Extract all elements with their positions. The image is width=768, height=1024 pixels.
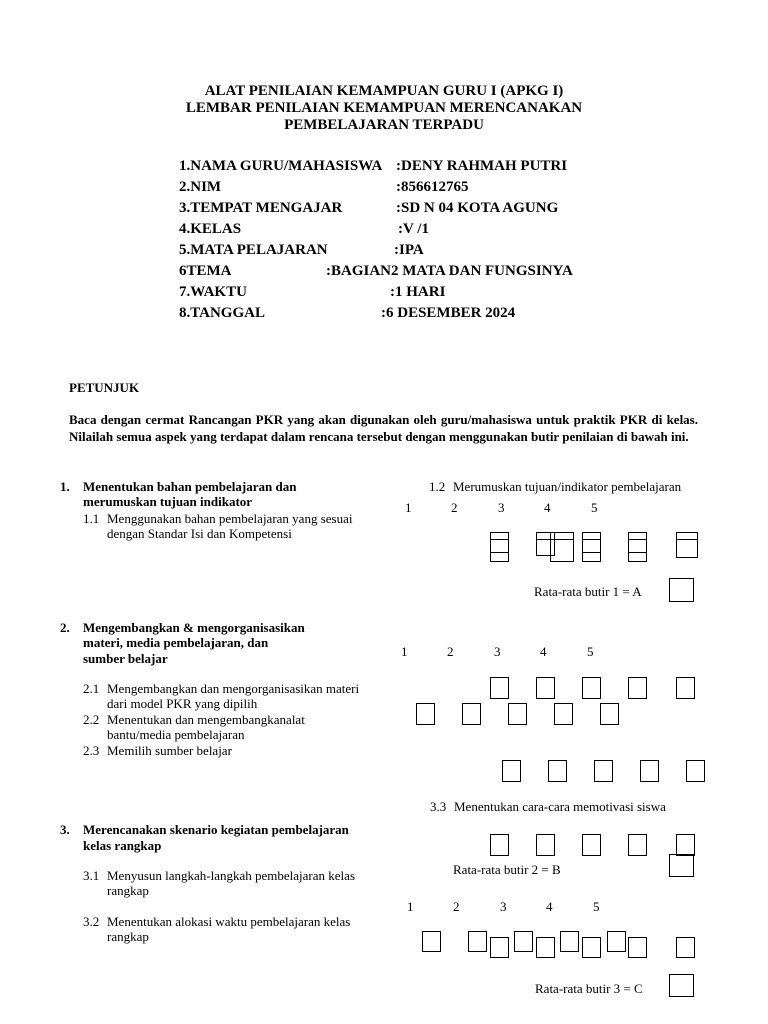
score-box-3-1-4[interactable] <box>560 931 579 952</box>
item-1-1-number: 1.1 <box>83 511 100 526</box>
field-label-nim: 2.NIM <box>179 179 222 195</box>
score-box-3-3-4[interactable] <box>628 834 647 856</box>
scale-label: 1 <box>401 644 408 659</box>
field-label-tanggal: 8.TANGGAL <box>179 305 265 321</box>
item-1-2-number: 1.2 <box>429 479 446 494</box>
item-2-1-text-line2: dari model PKR yang dipilih <box>107 696 258 711</box>
score-box-3-2-2[interactable] <box>536 937 555 958</box>
item-2-3-number: 2.3 <box>83 743 100 758</box>
item-1-2-text: Merumuskan tujuan/indikator pembelajaran <box>453 479 682 494</box>
score-box-3-1-2[interactable] <box>468 931 487 952</box>
score-box-3-3-3[interactable] <box>582 834 601 856</box>
scale-label: 3 <box>498 500 505 515</box>
score-box-2-1-1[interactable] <box>490 677 509 699</box>
doc-title-line3: PEMBELAJARAN TERPADU <box>284 117 484 133</box>
score-box-2-2-2[interactable] <box>462 703 481 725</box>
section2-title-line2: materi, media pembelajaran, dan <box>83 635 269 650</box>
scale-label: 4 <box>546 899 553 914</box>
section1-title-line2: merumuskan tujuan indikator <box>83 494 253 509</box>
score-box-2-1-3[interactable] <box>582 677 601 699</box>
item-3-1-number: 3.1 <box>83 868 100 883</box>
score-box-1-4[interactable] <box>628 532 647 562</box>
section3-number: 3. <box>60 822 70 837</box>
item-2-2-text-line1: Menentukan dan mengembangkanalat <box>107 712 305 727</box>
score-box-2-1-4[interactable] <box>628 677 647 699</box>
score-box-2-1-5[interactable] <box>676 677 695 699</box>
section3-title-line2: kelas rangkap <box>83 838 162 853</box>
score-box-1-5[interactable] <box>676 532 698 558</box>
score-box-2-3-3[interactable] <box>594 760 613 782</box>
doc-title-line2: LEMBAR PENILAIAN KEMAMPUAN MERENCANAKAN <box>185 100 583 116</box>
field-value-kelas: :V /1 <box>398 221 429 237</box>
scale-label: 3 <box>494 644 501 659</box>
score-box-1-2b[interactable] <box>550 532 574 562</box>
field-label-kelas: 4.KELAS <box>179 221 242 237</box>
scale-label: 1 <box>405 500 412 515</box>
field-label-mapel: 5.MATA PELAJARAN <box>179 242 328 258</box>
box-divider <box>582 552 601 553</box>
score-box-3-1-1[interactable] <box>422 931 441 952</box>
scale-label: 4 <box>544 500 551 515</box>
item-3-2-text-line1: Menentukan alokasi waktu pembelajaran kelas <box>107 914 351 929</box>
scale-label: 2 <box>451 500 458 515</box>
score-box-3-1-5[interactable] <box>607 931 626 952</box>
item-2-1-text-line1: Mengembangkan dan mengorganisasikan materi <box>107 681 360 696</box>
box-divider <box>628 539 647 540</box>
petunjuk-text: Baca dengan cermat Rancangan PKR yang akan digunakan oleh guru/mahasiswa untuk praktik PKR di kelas. Nilailah semua aspek yang terdapat dalam rencana tersebut dengan menggunakan butir penilaian di bawah ini. <box>69 412 698 444</box>
average-3-box[interactable] <box>669 974 694 997</box>
average-2-label: Rata-rata butir 2 = B <box>453 862 561 877</box>
item-2-3-text: Memilih sumber belajar <box>107 743 232 758</box>
field-value-tema: :BAGIAN2 MATA DAN FUNGSINYA <box>326 263 573 279</box>
box-divider <box>582 539 601 540</box>
scale-label: 2 <box>453 899 460 914</box>
scale-label: 4 <box>540 644 547 659</box>
field-value-mapel: :IPA <box>394 242 424 258</box>
field-value-tempat: :SD N 04 KOTA AGUNG <box>396 200 559 216</box>
score-box-1-3[interactable] <box>582 532 601 562</box>
section3-title-line1: Merencanakan skenario kegiatan pembelajaran <box>83 822 349 837</box>
field-value-nim: :856612765 <box>396 179 469 195</box>
box-divider <box>628 552 647 553</box>
score-box-2-3-2[interactable] <box>548 760 567 782</box>
scale-label: 5 <box>591 500 598 515</box>
section2-title-line3: sumber belajar <box>83 651 168 666</box>
average-1-label: Rata-rata butir 1 = A <box>534 584 642 599</box>
item-1-1-text-line2: dengan Standar Isi dan Kompetensi <box>107 526 292 541</box>
average-3-label: Rata-rata butir 3 = C <box>535 981 643 996</box>
score-box-1-1[interactable] <box>490 532 509 562</box>
scale-label: 5 <box>593 899 600 914</box>
item-2-1-number: 2.1 <box>83 681 100 696</box>
box-divider <box>490 539 509 540</box>
item-3-3-text: Menentukan cara-cara memotivasi siswa <box>454 799 666 814</box>
score-box-3-3-2[interactable] <box>536 834 555 856</box>
item-3-2-text-line2: rangkap <box>107 929 149 944</box>
item-2-2-number: 2.2 <box>83 712 100 727</box>
score-box-3-1-3[interactable] <box>514 931 533 952</box>
score-box-2-2-5[interactable] <box>600 703 619 725</box>
item-3-1-text-line1: Menyusun langkah-langkah pembelajaran kelas <box>107 868 355 883</box>
field-value-waktu: :1 HARI <box>390 284 446 300</box>
score-box-3-2-1[interactable] <box>490 937 509 958</box>
score-box-3-2-5[interactable] <box>676 937 695 958</box>
average-1-box[interactable] <box>669 578 694 602</box>
scale-label: 1 <box>407 899 414 914</box>
field-value-tanggal: :6 DESEMBER 2024 <box>381 305 516 321</box>
item-3-3-number: 3.3 <box>430 799 447 814</box>
field-label-nama: 1.NAMA GURU/MAHASISWA <box>179 158 383 174</box>
score-box-2-2-3[interactable] <box>508 703 527 725</box>
score-box-2-3-1[interactable] <box>502 760 521 782</box>
item-3-2-number: 3.2 <box>83 914 100 929</box>
scale-label: 5 <box>587 644 594 659</box>
section2-title-line1: Mengembangkan & mengorganisasikan <box>83 620 305 635</box>
score-box-3-2-3[interactable] <box>582 937 601 958</box>
field-label-tema: 6TEMA <box>179 263 232 279</box>
item-2-2-text-line2: bantu/media pembelajaran <box>107 727 245 742</box>
score-box-3-3-5[interactable] <box>676 834 695 856</box>
score-box-3-2-4[interactable] <box>628 937 647 958</box>
score-box-2-2-4[interactable] <box>554 703 573 725</box>
doc-title-line1: ALAT PENILAIAN KEMAMPUAN GURU I (APKG I) <box>204 83 564 99</box>
box-divider <box>676 539 698 540</box>
average-2-box[interactable] <box>669 854 694 877</box>
section1-number: 1. <box>60 479 70 494</box>
petunjuk-heading: PETUNJUK <box>69 380 140 395</box>
section1-title-line1: Menentukan bahan pembelajaran dan <box>83 479 297 494</box>
field-value-nama: :DENY RAHMAH PUTRI <box>396 158 568 174</box>
box-divider <box>490 552 509 553</box>
scale-label: 2 <box>447 644 454 659</box>
score-box-2-3-5[interactable] <box>686 760 705 782</box>
scale-label: 3 <box>500 899 507 914</box>
field-label-tempat: 3.TEMPAT MENGAJAR <box>179 200 343 216</box>
score-box-2-2-1[interactable] <box>416 703 435 725</box>
score-box-3-3-1[interactable] <box>490 834 509 856</box>
score-box-2-3-4[interactable] <box>640 760 659 782</box>
section2-number: 2. <box>60 620 70 635</box>
item-1-1-text-line1: Menggunakan bahan pembelajaran yang sesuai <box>107 511 353 526</box>
item-3-1-text-line2: rangkap <box>107 883 149 898</box>
field-label-waktu: 7.WAKTU <box>179 284 247 300</box>
score-box-2-1-2[interactable] <box>536 677 555 699</box>
